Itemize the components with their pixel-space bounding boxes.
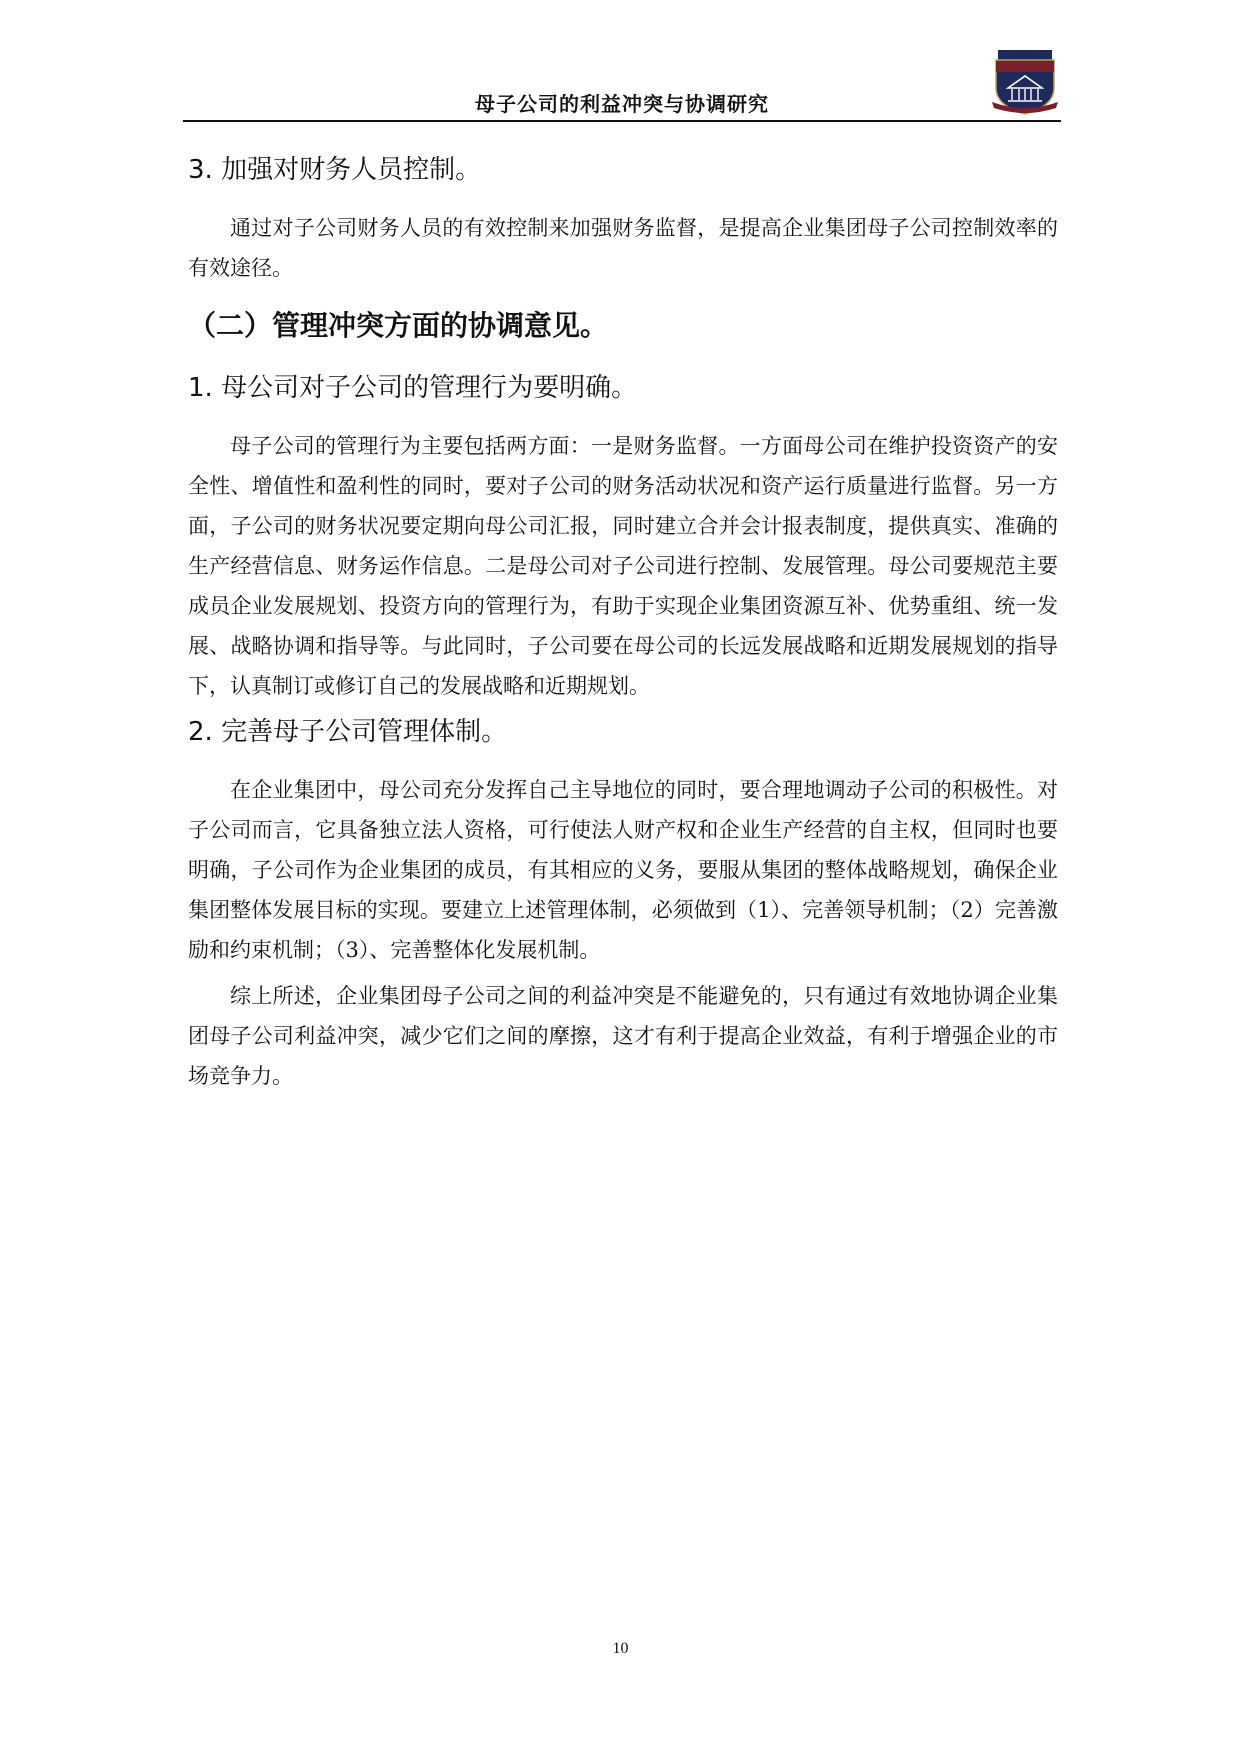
page-body: [188, 150, 1058, 1096]
header-title: 母子公司的利益冲突与协调研究: [475, 92, 769, 116]
page-number: 10: [612, 1640, 629, 1657]
paragraph-management-system: 在企业集团中，母公司充分发挥自己主导地位的同时，要合理地调动子公司的积极性。对子公司而言，它具备独立法人资格，可行使法人财产权和企业生产经营的自主权，但同时也要明确，子公司作为企业集团的成员，有其相应的义务，要服从集团的整体战略规划，确保企业集团整体发展目标的实现。要建立上述管理体制，必须做到（1）、完善领导机制；（2）完善激励和约束机制；（3）、完善整体化发展机制。: [188, 778, 1058, 962]
section-heading-management-behavior: 1. 母公司对子公司的管理行为要明确。: [188, 373, 638, 403]
paragraph-finance-staff: 通过对子公司财务人员的有效控制来加强财务监督，是提高企业集团母子公司控制效率的有效途径。: [188, 216, 1058, 280]
page-header: [183, 60, 1061, 122]
paragraph-conclusion: 综上所述，企业集团母子公司之间的利益冲突是不能避免的，只有通过有效地协调企业集团母子公司利益冲突，减少它们之间的摩擦，这才有利于提高企业效益，有利于增强企业的市场竞争力。: [188, 984, 1058, 1088]
paragraph-management-behavior: 母子公司的管理行为主要包括两方面：一是财务监督。一方面母公司在维护投资资产的安全性、增值性和盈利性的同时，要对子公司的财务活动状况和资产运行质量进行监督。另一方面，子公司的财务状况要定期向母公司汇报，同时建立合并会计报表制度，提供真实、准确的生产经营信息、财务运作信息。二是母公司对子公司进行控制、发展管理。母公司要规范主要成员企业发展规划、投资方向的管理行为，有助于实现企业集团资源互补、优势重组、统一发展、战略协调和指导等。与此同时，子公司要在母公司的长远发展战略和近期发展规划的指导下，认真制订或修订自己的发展战略和近期规划。: [188, 434, 1058, 698]
section-heading-management-system: 2. 完善母子公司管理体制。: [188, 717, 508, 747]
university-logo-icon: [990, 48, 1060, 116]
section-heading-finance-staff: 3. 加强对财务人员控制。: [188, 155, 482, 185]
section-heading-management-conflict: （二）管理冲突方面的协调意见。: [188, 309, 609, 342]
